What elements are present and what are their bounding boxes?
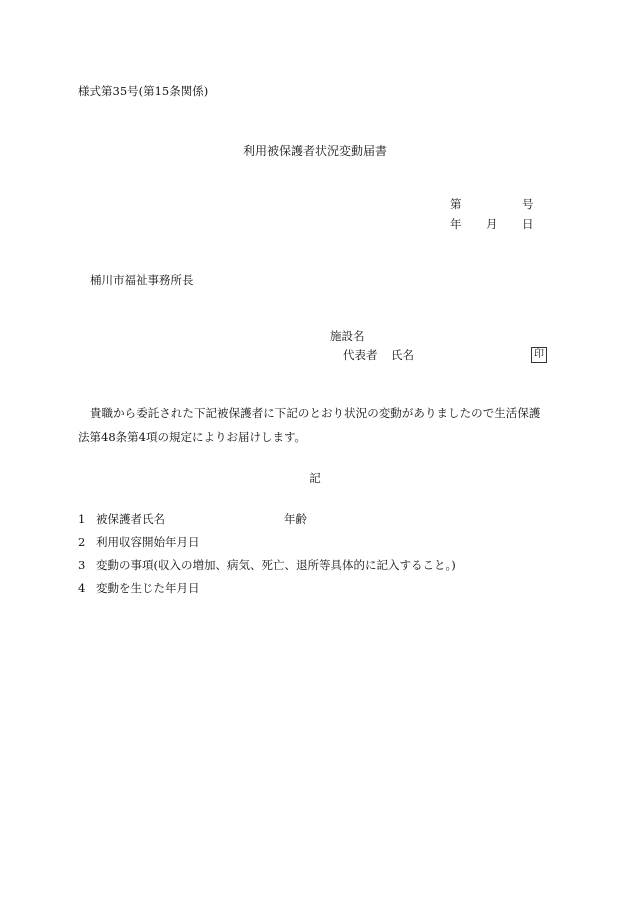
document-number-prefix: 第: [450, 197, 462, 211]
item-label-admission-date: 利用収容開始年月日: [96, 535, 200, 549]
item-label-age: 年齢: [284, 512, 307, 526]
item-label-change-details: 変動の事項(収入の増加、病気、死亡、退所等具体的に記入すること。): [96, 558, 456, 572]
item-label-recipient-name: 被保護者氏名: [96, 512, 165, 526]
form-number: 様式第35号(第15条関係): [78, 84, 209, 98]
body-text-line-1: 貴職から委託された下記被保護者に下記のとおり状況の変動がありましたので生活保護: [90, 406, 541, 420]
facility-name-label: 施設名: [330, 329, 365, 343]
date-day-label: 日: [522, 217, 534, 231]
seal-mark: 印: [531, 347, 547, 363]
representative-name-label: 氏名: [391, 348, 414, 362]
body-text-line-2: 法第48条第4項の規定によりお届けします。: [78, 430, 307, 444]
date-year-label: 年: [450, 217, 462, 231]
item-label-change-date: 変動を生じた年月日: [96, 581, 200, 595]
item-number: 1: [78, 512, 86, 526]
document-number-suffix: 号: [522, 197, 534, 211]
item-number: 4: [78, 581, 86, 595]
document-title: 利用被保護者状況変動届書: [242, 144, 387, 158]
item-number: 2: [78, 535, 86, 549]
ki-heading: 記: [309, 471, 321, 485]
addressee: 桶川市福祉事務所長: [90, 273, 194, 287]
date-month-label: 月: [486, 217, 498, 231]
item-number: 3: [78, 558, 86, 572]
representative-label: 代表者: [343, 348, 378, 362]
